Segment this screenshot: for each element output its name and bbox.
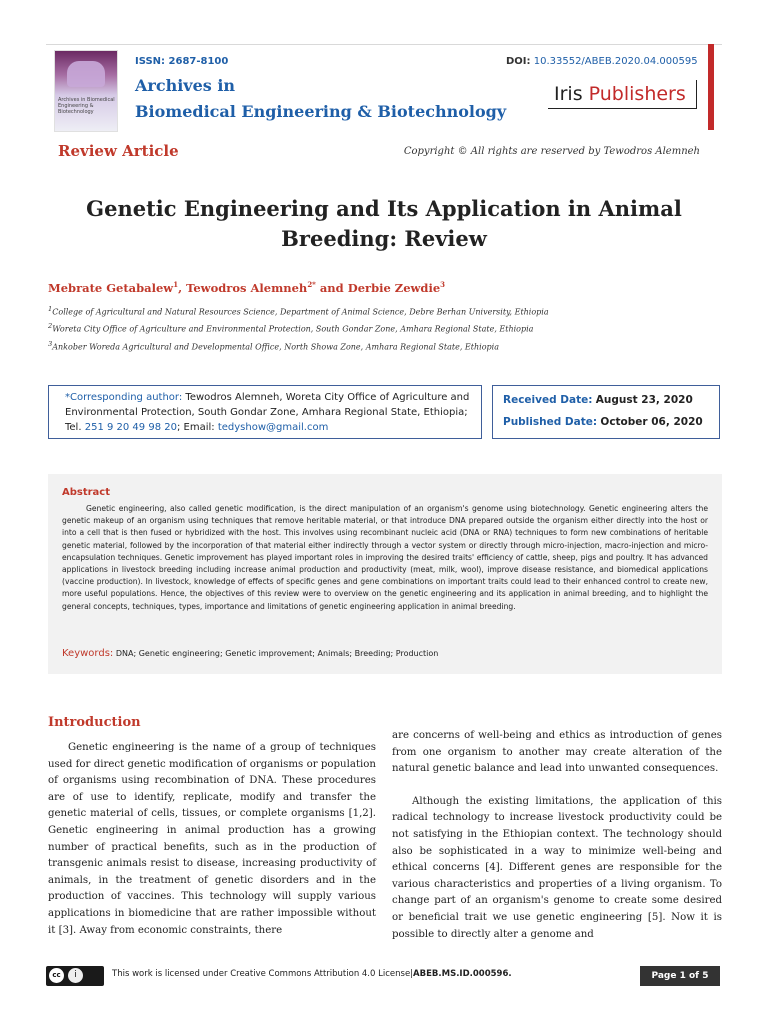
article-id: ABEB.MS.ID.000596.	[413, 969, 512, 979]
received-value: August 23, 2020	[595, 394, 693, 406]
cover-title: Archives in Biomedical Engineering & Biotechnology	[58, 97, 115, 115]
article-title: Genetic Engineering and Its Application in Animal Breeding: Review	[86, 196, 682, 251]
keywords	[62, 648, 438, 659]
body-column-right	[392, 728, 722, 943]
publisher-prefix: Iris	[554, 83, 589, 105]
cover-photo	[67, 61, 105, 87]
author-list: Mebrate Getabalew$^1$, Tewodros Alemneh$^{2*}$ and Derbie Zewdie$^3$	[48, 280, 446, 295]
abstract-heading: Abstract	[62, 487, 111, 498]
abstract-text: Genetic engineering, also called genetic modification, is the direct manipulation of an organism's genome using biotechnology. Genetic engineering alters the genetic makeup of an organism using techniques that remove heritable material, or that introduce DNA prepared outside the organism either directly into the host or into a cell that is then fused or hybridized with the host. This involves using recombinant nucleic acid (DNA or RNA) techniques to form new combinations of heritable genetic material, followed by the incorporation of that material either indirectly through a vector system or directly through micro-injection, macro-injection and micro-encapsulation techniques. Genetic improvement has played important roles in improving the desired traits' efficiency of cattle, sheep, pigs and poultry. It has advanced applications in livestock breeding including increase animal production and productivity (meat, milk, wool), improve disease resistance, and biomedical applications (vaccine production). In livestock, knowledge of effects of specific genes and gene combinations on important traits could lead to their enhanced control to create new, more useful populations. Hence, the objectives of this review were to overview on the genetic engineering and its application in animal breeding, and to highlight the general concepts, techniques, types, importance and limitations of genetic engineering application in animal breeding.	[62, 504, 708, 611]
affiliation-sup: 3	[48, 340, 53, 348]
issn: ISSN: 2687-8100	[135, 56, 229, 67]
doi-label: DOI:	[506, 56, 531, 67]
dates-box	[492, 385, 720, 439]
author-name: Tewodros Alemneh	[186, 280, 308, 295]
keywords-label: Keywords:	[62, 648, 114, 659]
article-type: Review Article	[58, 142, 179, 160]
affiliation	[48, 305, 549, 317]
author-sup: 1	[173, 280, 179, 289]
author-name: Mebrate Getabalew	[48, 280, 174, 295]
published-row	[503, 416, 719, 438]
page-number: Page 1 of 5	[640, 966, 720, 986]
phone-link[interactable]: 251 9 20 49 98 20	[84, 422, 177, 433]
publisher-logo	[548, 80, 697, 109]
paragraph: Genetic engineering is the name of a group of techniques used for direct genetic modification of organisms or population of organisms using recombination of DNA. These procedures are of use to identify, replicate, modify and transfer the genetic material of cells, tissues, or complete organisms [1,2]. Genetic engineering in animal production has a growing number of practical benefits, such as in the production of transgenic animals resist to disease, increasing productivity of animals, in the treatment of genetic disorders and in the production of vaccines. This technology will supply various applications in biomedicine that are rather impossible without it [3]. Away from economic constraints, there	[48, 742, 376, 936]
corresponding-author-box	[48, 385, 482, 439]
affiliation-text: College of Agricultural and Natural Resources Science, Department of Animal Science, Debre Berhan University, Ethiopia	[52, 307, 549, 317]
affiliation-sup: 1	[48, 305, 53, 313]
journal-cover-image	[54, 50, 118, 132]
copyright: Copyright © All rights are reserved by Tewodros Alemneh	[403, 146, 700, 157]
email-label: ; Email:	[176, 422, 215, 433]
affiliation-text: Ankober Woreda Agricultural and Developmental Office, North Showa Zone, Amhara Regional State, Ethiopia	[52, 342, 499, 352]
keywords-text: DNA; Genetic engineering; Genetic improvement; Animals; Breeding; Production	[113, 649, 439, 658]
creative-commons-icon: cc	[49, 968, 64, 983]
paragraph: Although the existing limitations, the application of this radical technology to increase livestock productivity could be not satisfying in the Ethiopian context. The technology should also be sophisticated in a way to minimize well-being and ethical concerns [4]. Different genes are responsible for the various characteristics and properties of a living organism. To change part of an organism's genome to create some desired or beneficial trait we use genetic engineering [5]. Now it is possible to directly alter a genome and	[392, 795, 722, 940]
published-label: Published Date:	[503, 416, 598, 428]
published-value: October 06, 2020	[600, 416, 703, 428]
license-statement: This work is licensed under Creative Commons Attribution 4.0 License	[112, 969, 411, 979]
section-heading-introduction: Introduction	[48, 715, 141, 730]
cc-by-license-badge[interactable]	[46, 966, 104, 986]
author-sup: 3	[440, 280, 446, 289]
affiliation-sup: 2	[48, 322, 53, 330]
email-link[interactable]: tedyshow@gmail.com	[217, 422, 329, 433]
received-label: Received Date:	[503, 394, 593, 406]
doi	[506, 56, 698, 67]
license-text: This work is licensed under Creative Commons Attribution 4.0 License|ABEB.MS.ID.000596.	[112, 969, 512, 979]
paragraph: are concerns of well-being and ethics as introduction of genes from one organism to another may create alteration of the natural genetic balance and lead into unwanted consequences.	[392, 730, 722, 775]
corresponding-text: Tewodros Alemneh, Woreta City Office of Agriculture and Environmental Protection, South Gondar Zone, Amhara Regional State, Ethiopia; Tel.	[65, 392, 470, 433]
corresponding-label: *Corresponding author:	[65, 392, 183, 403]
received-row	[503, 394, 719, 416]
affiliation	[48, 322, 533, 334]
journal-name-line1: Archives in	[135, 76, 236, 95]
affiliation-text: Woreta City Office of Agriculture and Environmental Protection, South Gondar Zone, Amhara Regional State, Ethiopia	[52, 324, 534, 334]
attribution-icon: i	[68, 968, 83, 983]
affiliation	[48, 340, 499, 352]
header-accent-bar	[708, 44, 714, 130]
author-name: Derbie Zewdie	[347, 280, 441, 295]
publisher-suffix: Publishers	[588, 83, 686, 105]
doi-link[interactable]: 10.33552/ABEB.2020.04.000595	[533, 56, 698, 67]
body-column-left	[48, 740, 376, 939]
author-sup: 2*	[307, 280, 316, 289]
journal-name-line2: Biomedical Engineering & Biotechnology	[135, 102, 507, 121]
